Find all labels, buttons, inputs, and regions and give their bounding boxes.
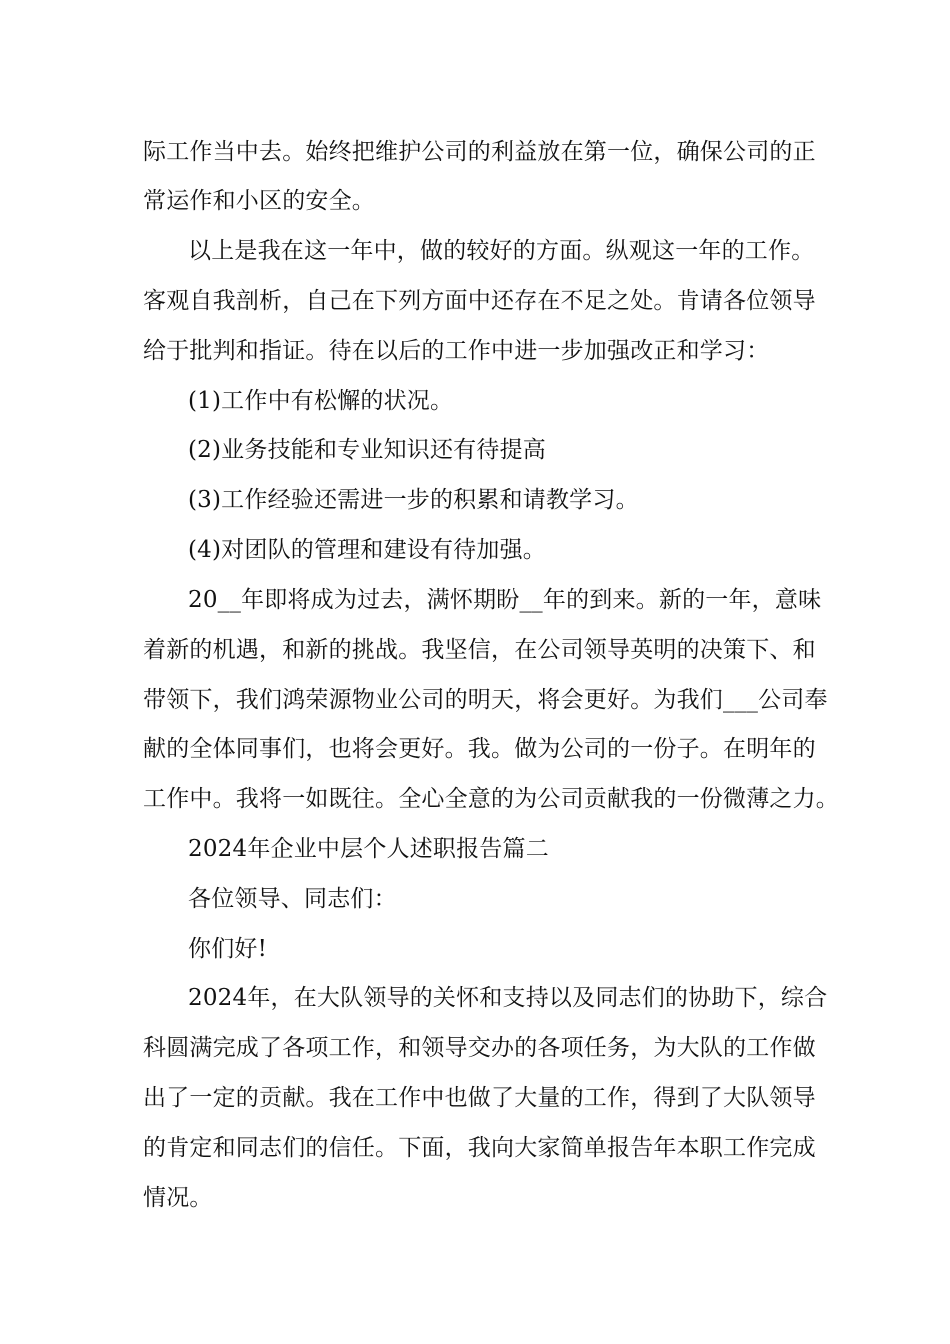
- paragraph-line: 献的全体同事们，也将会更好。我。做为公司的一份子。在明年的: [143, 736, 816, 762]
- paragraph-line: 客观自我剖析，自己在下列方面中还存在不足之处。肯请各位领导: [143, 288, 816, 314]
- paragraph-line: 给于批判和指证。待在以后的工作中进一步加强改正和学习：: [143, 338, 770, 364]
- paragraph-line: 际工作当中去。始终把维护公司的利益放在第一位，确保公司的正: [143, 139, 816, 165]
- paragraph-line: 工作中。我将一如既往。全心全意的为公司贡献我的一份微薄之力。: [143, 786, 839, 812]
- paragraph-line: 以上是我在这一年中，做的较好的方面。纵观这一年的工作。: [188, 238, 815, 264]
- paragraph-line: 2024年，在大队领导的关怀和支持以及同志们的协助下，综合: [188, 985, 828, 1011]
- paragraph-line: 着新的机遇，和新的挑战。我坚信，在公司领导英明的决策下、和: [143, 637, 816, 663]
- paragraph-line: 20__年即将成为过去，满怀期盼__年的到来。新的一年，意味: [188, 587, 822, 613]
- section-title: 2024年企业中层个人述职报告篇二: [188, 836, 549, 862]
- list-item: (1)工作中有松懈的状况。: [188, 388, 454, 414]
- salutation: 各位领导、同志们：: [188, 886, 397, 912]
- list-item: (2)业务技能和专业知识还有待提高: [188, 437, 546, 463]
- list-item: (4)对团队的管理和建设有待加强。: [188, 537, 546, 563]
- paragraph-line: 的肯定和同志们的信任。下面，我向大家简单报告年本职工作完成: [143, 1135, 816, 1161]
- list-item: (3)工作经验还需进一步的积累和请教学习。: [188, 487, 639, 513]
- paragraph-line: 常运作和小区的安全。: [143, 188, 375, 214]
- paragraph-line: 出了一定的贡献。我在工作中也做了大量的工作，得到了大队领导: [143, 1085, 816, 1111]
- paragraph-line: 带领下，我们鸿荣源物业公司的明天，将会更好。为我们___公司奉: [143, 687, 828, 713]
- paragraph-line: 科圆满完成了各项工作，和领导交办的各项任务，为大队的工作做: [143, 1035, 816, 1061]
- paragraph-line: 情况。: [143, 1185, 213, 1211]
- greeting: 你们好!: [188, 936, 268, 962]
